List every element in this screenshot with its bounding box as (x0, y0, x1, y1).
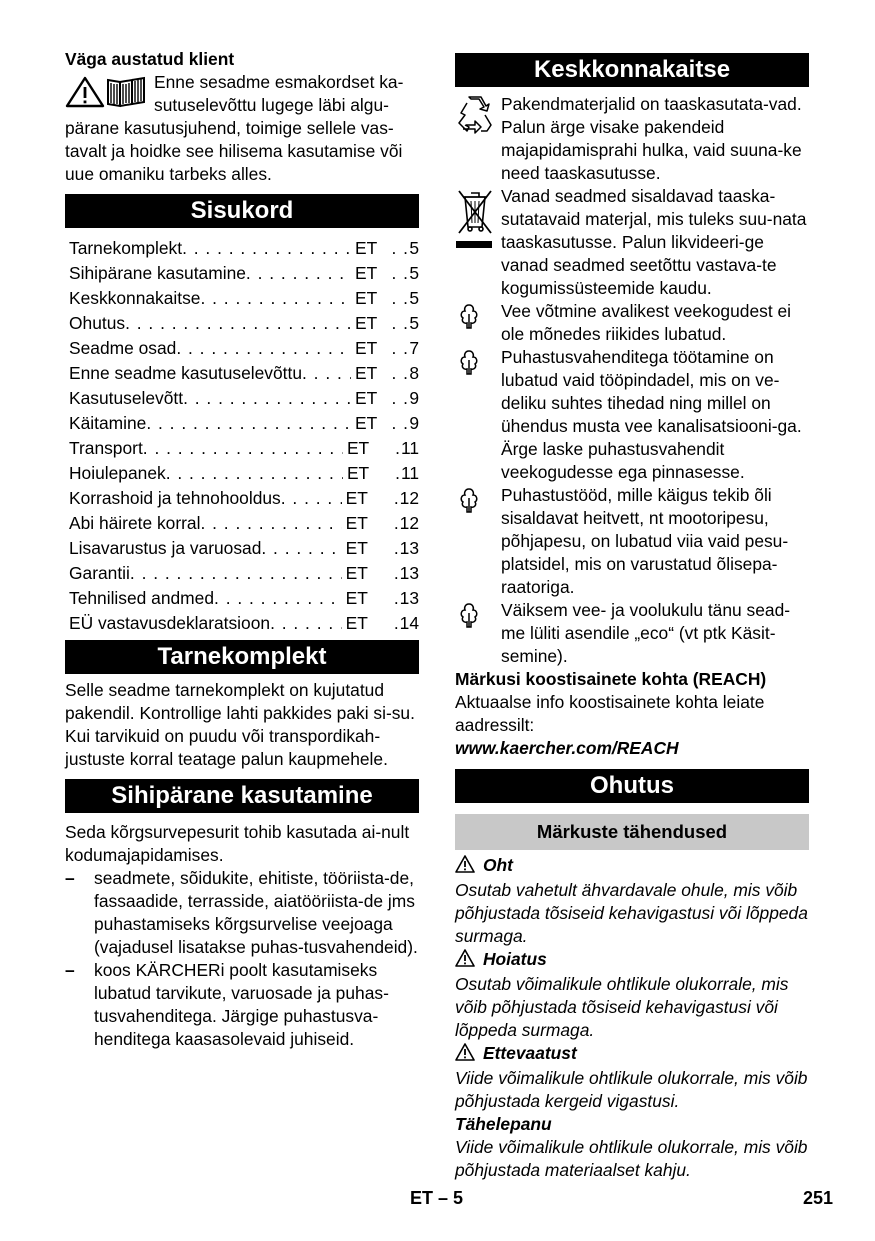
toc-entry[interactable] (69, 311, 419, 336)
toc-entry[interactable] (69, 561, 419, 586)
toc-entry[interactable] (69, 486, 419, 511)
toc-leader-dots (182, 236, 351, 261)
toc-page-dots: . (393, 563, 400, 583)
warning-triangle-icon (455, 949, 475, 973)
environment-heading: Keskkonnakaitse (455, 53, 809, 87)
delivery-paragraph-2: Kui tarvikuid on puudu või transpordikah-justuste korral teatage palun kaupmehele. (65, 726, 388, 769)
level-title-ettevaatust (455, 1042, 809, 1067)
left-column (65, 46, 419, 1051)
toc-entry[interactable] (69, 611, 419, 636)
toc-page-dots: . . (391, 263, 409, 283)
toc-entry-language: ET (345, 488, 368, 508)
tree-icon (455, 346, 501, 484)
toc-page-dots: . (393, 588, 400, 608)
toc-entry-page: 5 (409, 313, 419, 333)
toc-entry[interactable] (69, 461, 419, 486)
tree-icon (455, 599, 501, 668)
toc-leader-dots (246, 261, 351, 286)
toc-leader-dots (125, 311, 351, 336)
toc-entry-language: ET (355, 238, 378, 258)
environment-item (455, 484, 809, 599)
toc-page-dots: . . (391, 238, 409, 258)
toc-page-dots: . . (391, 413, 409, 433)
toc-entry-page: 13 (399, 538, 419, 558)
toc-entry[interactable] (69, 286, 419, 311)
environment-text: Puhastustööd, mille käigus tekib õli sisaldavat heitvett, nt mootoripesu, põhjapesu, on lubatud viia vaid pesu-platsidel, mis on varustatud õlisepa-raatoriga. (501, 485, 789, 597)
toc-entry-title: Tehnilised andmed (69, 588, 215, 608)
toc-leader-dots (143, 436, 343, 461)
bullet-text: seadmete, sõidukite, ehitiste, tööriista-de, fassaadide, terrasside, aiatööriista-de jms puhastamiseks kõrgsurvelise veejoaga (vajadusel lisatakse puhas-tusvahendeid). (94, 868, 418, 957)
toc-entry[interactable] (69, 261, 419, 286)
toc-entry-title: Transport (69, 438, 143, 458)
toc-entry-page: 8 (409, 363, 419, 383)
delivery-paragraph-1: Selle seadme tarnekomplekt on kujutatud pakendil. Kontrollige lahti pakkides paki si-su. (65, 680, 415, 723)
toc-entry-page: 13 (399, 563, 419, 583)
toc-entry[interactable] (69, 511, 419, 536)
bullet-text: koos KÄRCHERi poolt kasutamiseks lubatud tarvikute, varuosade ja puhas-tusvahenditega. Järgige puhastusva-henditega kaasasolevaid juhiseid. (94, 960, 389, 1049)
warning-triangle-icon (67, 78, 103, 106)
crossed-bin-icon (455, 185, 501, 300)
toc-page-dots: . (393, 488, 400, 508)
toc-entry-page: 5 (409, 238, 419, 258)
delivery-heading: Tarnekomplekt (65, 640, 419, 674)
toc-entry-language: ET (346, 438, 370, 458)
toc-entry[interactable] (69, 586, 419, 611)
toc-leader-dots (281, 486, 342, 511)
toc-leader-dots (176, 336, 351, 361)
bullet-dash: – (65, 868, 75, 888)
toc-entry[interactable] (69, 386, 419, 411)
level-title-text: Ettevaatust (483, 1043, 577, 1063)
level-text: Viide võimalikule ohtlikule olukorrale, mis võib põhjustada kergeid vigastusi. (455, 1068, 808, 1111)
toc-entry-title: Garantii (69, 563, 130, 583)
toc-entry-title: Lisavarustus ja varuosad (69, 538, 262, 558)
level-title-oht (455, 854, 809, 879)
toc-entry-page: 7 (409, 338, 419, 358)
safety-heading: Ohutus (455, 769, 809, 803)
level-text: Osutab võimalikule ohtlikule olukorrale, mis võib põhjustada tõsiseid kehavigastusi või lõppeda surmaga. (455, 974, 789, 1040)
environment-item (455, 346, 809, 484)
toc-entry-title: Keskkonnakaitse (69, 288, 201, 308)
toc-page-dots: . (393, 538, 400, 558)
toc-page-dots: . . (391, 288, 409, 308)
toc-entry-language: ET (355, 263, 378, 283)
intended-use-heading: Sihipärane kasutamine (65, 779, 419, 813)
toc-entry[interactable] (69, 436, 419, 461)
level-text: Osutab vahetult ähvardavale ohule, mis võib põhjustada tõsiseid kehavigastusi või lõppeda surmaga. (455, 880, 808, 946)
level-title-hoiatus (455, 948, 809, 973)
toc-entry-title: Seadme osad (69, 338, 177, 358)
level-text: Viide võimalikule ohtlikule olukorrale, mis võib põhjustada materiaalset kahju. (455, 1137, 808, 1180)
level-title-text: Hoiatus (483, 949, 547, 969)
toc-page-dots: . (395, 463, 401, 483)
toc-entry-language: ET (355, 388, 378, 408)
toc-entry-language: ET (345, 513, 368, 533)
environment-item (455, 599, 809, 668)
toc-leader-dots (261, 536, 341, 561)
toc-leader-dots (183, 386, 351, 411)
safety-levels (455, 854, 809, 1182)
environment-item (455, 300, 809, 346)
environment-item (455, 185, 809, 300)
toc-leader-dots (146, 411, 351, 436)
toc-entry[interactable] (69, 336, 419, 361)
toc-entry-page: 9 (409, 388, 419, 408)
toc-entry-title: Hoiulepanek (69, 463, 166, 483)
toc-entry-page: 9 (409, 413, 419, 433)
reach-url-link[interactable]: www.kaercher.com/REACH (455, 738, 679, 758)
intro-text-line2: sutuselevõttu lugege läbi algu- (154, 95, 389, 115)
toc-entry-language: ET (345, 613, 368, 633)
bullet-dash: – (65, 960, 75, 980)
toc-leader-dots (200, 511, 341, 536)
toc-entry-page: 11 (400, 438, 419, 458)
environment-text: Vee võtmine avalikest veekogudest ei ole mõnedes riikides lubatud. (501, 301, 792, 344)
toc-entry-title: Sihipärane kasutamine (69, 263, 246, 283)
toc-entry-page: 5 (409, 288, 419, 308)
intended-use-paragraph: Seda kõrgsurvepesurit tohib kasutada ai-nult kodumajapidamises. (65, 822, 410, 865)
toc-entry-title: Abi häirete korral (69, 513, 201, 533)
tree-icon (455, 484, 501, 599)
toc-entry-page: 13 (399, 588, 419, 608)
environment-list (455, 93, 809, 668)
toc-entry-page: 14 (399, 613, 419, 633)
toc-entry[interactable] (69, 236, 419, 261)
intro-heading: Väga austatud klient (65, 49, 235, 69)
toc-entry-title: Ohutus (69, 313, 126, 333)
reach-heading: Märkusi koostisainete kohta (REACH) (455, 669, 767, 689)
intro-text-body: pärane kasutusjuhend, toimige sellele vas-tavalt ja hoidke see hilisema kasutamise või uue omaniku tarbeks alles. (65, 118, 403, 184)
toc-entry-language: ET (345, 563, 368, 583)
toc-entry-language: ET (346, 463, 370, 483)
level-title-text: Oht (483, 855, 513, 875)
toc-entry-language: ET (345, 588, 368, 608)
manual-book-icon (108, 78, 144, 106)
toc-entry-language: ET (355, 338, 378, 358)
environment-text: Puhastusvahenditega töötamine on lubatud vaid tööpindadel, mis on ve-deliku suhtes tihedad ning millel on ühendus musta vee kanalisatsiooni-ga. Ärge laske puhastusvahendit veekogudesse ega pinnasesse. (501, 347, 802, 482)
toc-heading: Sisukord (65, 194, 419, 228)
tree-icon (455, 300, 501, 346)
environment-text: Vanad seadmed sisaldavad taaska-sutatavaid materjal, mis tuleks suu-nata taaskasutusse. Palun likvideeri-ge vanad seadmed seetõttu vastava-te kogumissüsteemide kaudu. (501, 186, 807, 298)
toc-page-dots: . (395, 438, 401, 458)
intro-text-line1: Enne sesadme esmakordset ka- (154, 72, 404, 92)
toc-page-dots: . . (391, 313, 409, 333)
toc-page-dots: . . (391, 388, 409, 408)
toc-entry-language: ET (355, 413, 378, 433)
toc-entry-language: ET (355, 313, 378, 333)
toc-leader-dots (130, 561, 342, 586)
toc-entry-language: ET (355, 363, 378, 383)
environment-text: Väiksem vee- ja voolukulu tänu sead-me lüliti asendile „eco“ (vt ptk Käsit-semine). (501, 600, 791, 666)
intro-icons (65, 76, 147, 113)
toc-leader-dots (214, 586, 342, 611)
intended-use-bullet (65, 867, 419, 959)
toc-list (69, 236, 419, 636)
toc-leader-dots (200, 286, 351, 311)
toc-entry[interactable] (69, 361, 419, 386)
toc-entry-title: Enne seadme kasutuselevõttu (69, 363, 302, 383)
toc-page-dots: . (393, 613, 400, 633)
toc-leader-dots (166, 461, 343, 486)
toc-entry[interactable] (69, 536, 419, 561)
toc-entry-language: ET (355, 288, 378, 308)
toc-entry-page: 11 (400, 463, 419, 483)
toc-entry[interactable] (69, 411, 419, 436)
environment-text: Pakendmaterjalid on taaskasutata-vad. Palun ärge visake pakendeid majapidamisprahi hulka, vaid suuna-ke need taaskasutusse. (501, 94, 802, 183)
toc-entry-title: Tarnekomplekt (69, 238, 183, 258)
toc-page-dots: . . (391, 338, 409, 358)
toc-entry-title: Korrashoid ja tehnohooldus (69, 488, 281, 508)
toc-entry-title: Käitamine (69, 413, 147, 433)
toc-entry-title: EÜ vastavusdeklaratsioon (69, 613, 271, 633)
toc-page-dots: . (393, 513, 400, 533)
reach-text: Aktuaalse info koostisainete kohta leiate aadressilt: (455, 692, 765, 735)
warning-triangle-icon (455, 855, 475, 879)
environment-item (455, 93, 809, 185)
toc-leader-dots (302, 361, 351, 386)
footer-page-number: 251 (803, 1188, 834, 1208)
recycle-icon (455, 93, 501, 185)
toc-entry-language: ET (345, 538, 368, 558)
right-column (455, 46, 809, 1182)
toc-leader-dots (270, 611, 342, 636)
toc-entry-page: 5 (409, 263, 419, 283)
warning-triangle-icon (455, 1043, 475, 1067)
toc-entry-title: Kasutuselevõtt (69, 388, 184, 408)
safety-subheading: Märkuste tähendused (455, 814, 809, 850)
toc-entry-page: 12 (399, 488, 419, 508)
level-title-tahelepanu: Tähelepanu (455, 1114, 552, 1134)
toc-entry-page: 12 (399, 513, 419, 533)
warning-manual-icons (65, 76, 147, 108)
footer-section-label: ET – 5 (410, 1188, 464, 1208)
intro-section (65, 48, 419, 186)
intended-use-bullet (65, 959, 419, 1051)
toc-page-dots: . . (391, 363, 409, 383)
